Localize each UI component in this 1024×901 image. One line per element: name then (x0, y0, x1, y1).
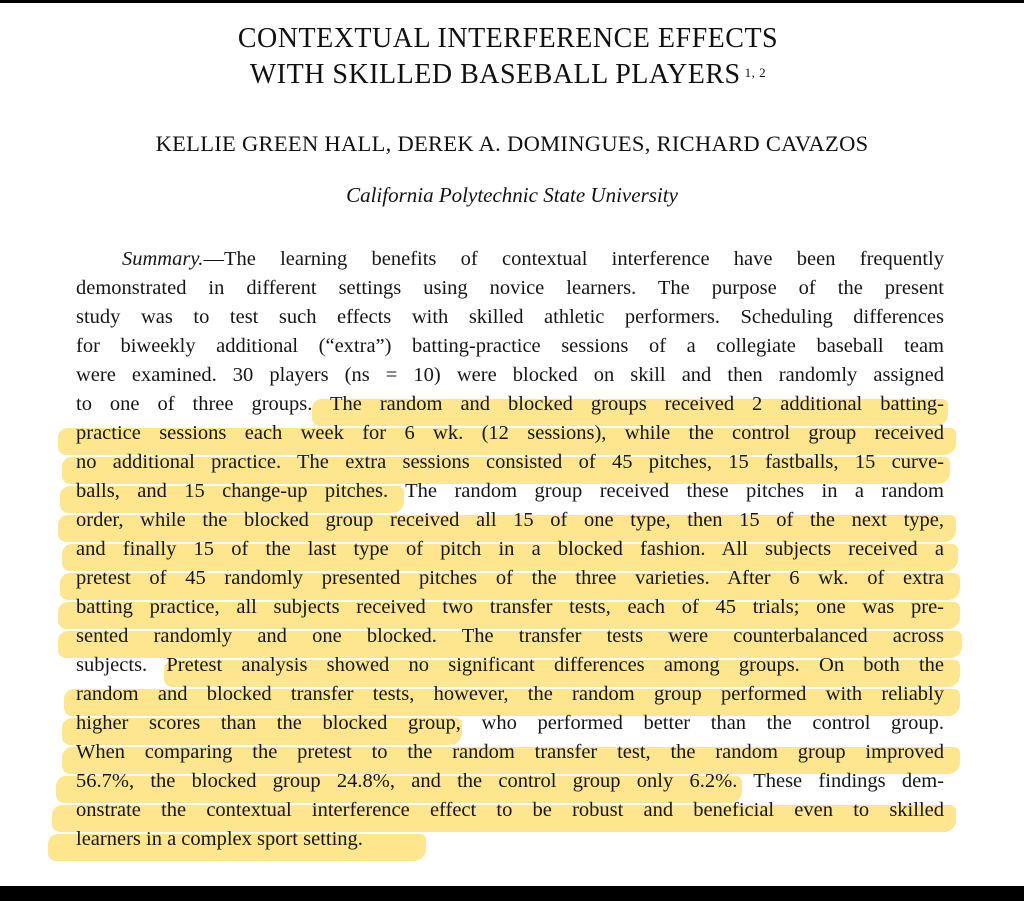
paper-title-line-2-text: WITH SKILLED BASEBALL PLAYERS (249, 59, 741, 90)
summary-line: to one of three groups. The random and blocked groups received 2 additional batting- (76, 393, 944, 415)
summary-line: onstrate the contextual interference effect to be robust and beneficial even to skilled (76, 799, 944, 821)
summary-line: subjects. Pretest analysis showed no significant differences among groups. On both the (76, 654, 944, 676)
summary-label: Summary. (122, 248, 204, 270)
paper-title-line-1: CONTEXTUAL INTERFERENCE EFFECTS (237, 23, 779, 54)
summary-line: for biweekly additional (“extra”) batting-practice sessions of a collegiate baseball team (76, 335, 944, 357)
summary-line: no additional practice. The extra sessions consisted of 45 pitches, 15 fastballs, 15 curve- (76, 451, 944, 473)
summary-line: order, while the blocked group received all 15 of one type, then 15 of the next type, (76, 509, 944, 531)
summary-line: When comparing the pretest to the random transfer test, the random group improved (76, 741, 944, 763)
summary-line: learners in a complex sport setting. (76, 828, 363, 850)
summary-line: random and blocked transfer tests, however, the random group performed with reliably (76, 683, 944, 705)
summary-line-text: —The learning benefits of contextual interference have been frequently (203, 248, 944, 270)
summary-line: higher scores than the blocked group, who performed better than the control group. (76, 712, 944, 734)
summary-line: sented randomly and one blocked. The transfer tests were counterbalanced across (76, 625, 944, 647)
summary-line: practice sessions each week for 6 wk. (12 sessions), while the control group received (76, 422, 944, 444)
summary-line: were examined. 30 players (ns = 10) were blocked on skill and then randomly assigned (76, 364, 944, 386)
title-footnote-marker: 1, 2 (744, 65, 767, 80)
author-list: KELLIE GREEN HALL, DEREK A. DOMINGUES, RICHARD CAVAZOS (155, 131, 869, 156)
summary-line: 56.7%, the blocked group 24.8%, and the control group only 6.2%. These findings dem- (76, 770, 944, 792)
summary-line: and finally 15 of the last type of pitch in a blocked fashion. All subjects received a (76, 538, 944, 560)
summary-line: pretest of 45 randomly presented pitches of the three varieties. After 6 wk. of extra (76, 567, 944, 589)
affiliation: California Polytechnic State University (346, 183, 678, 207)
paper-page (0, 3, 1024, 886)
summary-line: balls, and 15 change-up pitches. The random group received these pitches in a random (76, 480, 944, 502)
paper-title-line-2 (0, 58, 1020, 92)
summary-line (122, 245, 944, 274)
summary-line: study was to test such effects with skilled athletic performers. Scheduling differences (76, 306, 944, 328)
summary-line: demonstrated in different settings using novice learners. The purpose of the present (76, 277, 944, 299)
summary-line: batting practice, all subjects received two transfer tests, each of 45 trials; one was pre- (76, 596, 944, 618)
